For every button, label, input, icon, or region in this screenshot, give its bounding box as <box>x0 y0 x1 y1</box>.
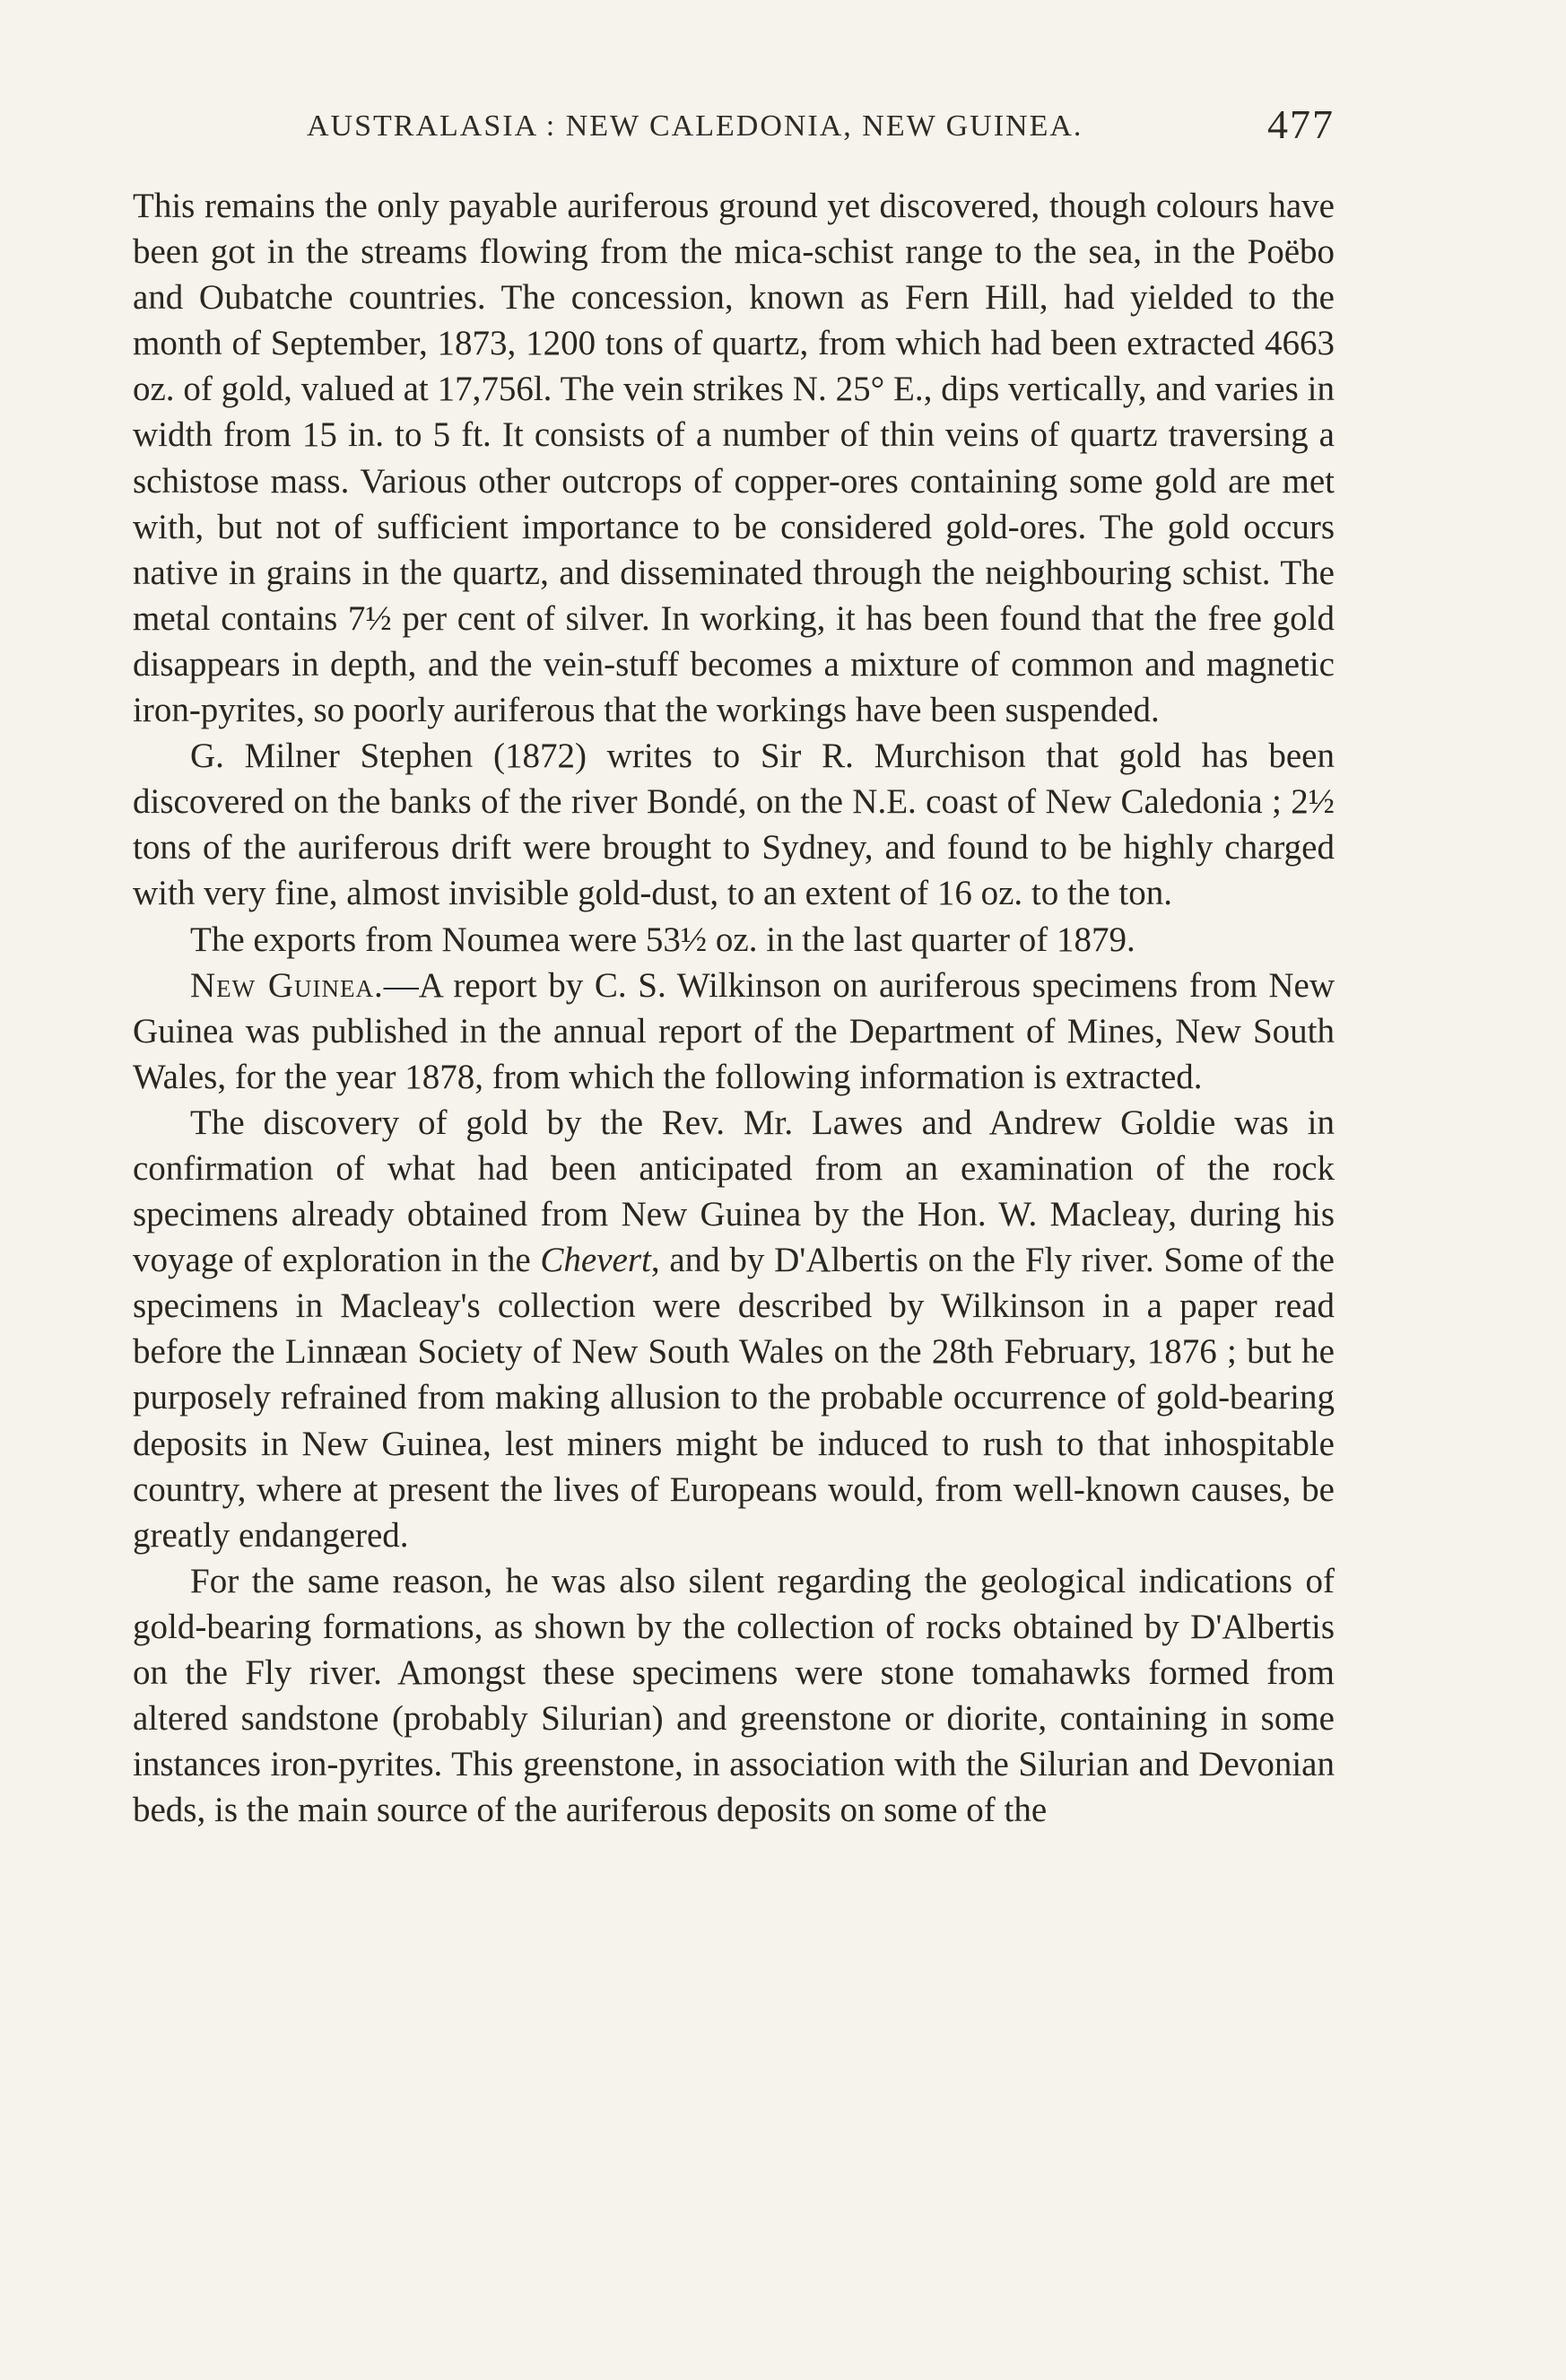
paragraph-text: The exports from Noumea were 53½ oz. in the last quarter of 1879. <box>190 920 1135 959</box>
paragraph-text: The discovery of gold by the Rev. Mr. Lawes and Andrew Goldie was in confirmation of what had been anticipated from an examination of the rock specimens already obtained from New Guinea by the Hon. W. Macleay, during his voyage of exploration in the <box>133 1103 1335 1280</box>
paragraph-text: —A report by C. S. Wilkinson on auriferous specimens from New Guinea was published in the annual report of the Department of Mines, New South Wales, for the year 1878, from which the following information is extracted. <box>133 965 1335 1096</box>
paragraph-text: This remains the only payable auriferous ground yet discovered, though colours have been got in the streams flowing from the mica-schist range to the sea, in the Poëbo and Oubatche countries. The concession, known as Fern Hill, had yielded to the month of September, 1873, 1200 tons of quartz, from which had been extracted 4663 oz. of gold, valued at 17,756l. The vein strikes N. 25° E., dips vertically, and varies in width from 15 in. to 5 ft. It consists of a number of thin veins of quartz traversing a schistose mass. Various other outcrops of copper-ores containing some gold are met with, but not of sufficient importance to be considered gold-ores. The gold occurs native in grains in the quartz, and disseminated through the neighbouring schist. The metal contains 7½ per cent of silver. In working, it has been found that the free gold disappears in depth, and the vein-stuff becomes a mixture of common and magnetic iron-pyrites, so poorly auriferous that the workings have been suspended. <box>133 187 1335 730</box>
paragraph-text: G. Milner Stephen (1872) writes to Sir R. Murchison that gold has been discovered on the banks of the river Bondé, on the N.E. coast of New Caledonia ; 2½ tons of the auriferous drift were brought to Sydney, and found to be highly charged with very fine, almost invisible gold-dust, to an extent of 16 oz. to the ton. <box>133 737 1335 913</box>
paragraph-text: , and by D'Albertis on the Fly river. Some of the specimens in Macleay's collection were described by Wilkinson in a paper read before the Linnæan Society of New South Wales on the 28th February, 1876 ; but he purposely refrained from making allusion to the probable occurrence of gold-bearing deposits in New Guinea, lest miners might be induced to rush to that inhospitable country, where at present the lives of Europeans would, from well-known causes, be greatly endangered. <box>133 1241 1335 1555</box>
ship-name: Chevert <box>540 1241 651 1280</box>
paragraph-same-reason <box>133 1558 1335 1834</box>
page-header <box>133 100 1335 154</box>
running-head: AUSTRALASIA : NEW CALEDONIA, NEW GUINEA. <box>307 109 1083 143</box>
paragraph-noumea-exports <box>133 917 1335 963</box>
paragraph-milner-stephen <box>133 733 1335 916</box>
paragraph-fern-hill <box>133 183 1335 733</box>
body-text <box>133 183 1335 1833</box>
paragraph-new-guinea <box>133 963 1335 1100</box>
section-lead: New Guinea. <box>190 965 384 1005</box>
page-number: 477 <box>1267 101 1335 147</box>
paragraph-discovery <box>133 1100 1335 1558</box>
paragraph-text: For the same reason, he was also silent regarding the geological indications of gold-bearing formations, as shown by the collection of rocks obtained by D'Albertis on the Fly river. Amongst these specimens were stone tomahawks formed from altered sandstone (probably Silurian) and greenstone or diorite, containing in some instances iron-pyrites. This greenstone, in association with the Silurian and Devonian beds, is the main source of the auriferous deposits on some of the <box>133 1561 1335 1830</box>
